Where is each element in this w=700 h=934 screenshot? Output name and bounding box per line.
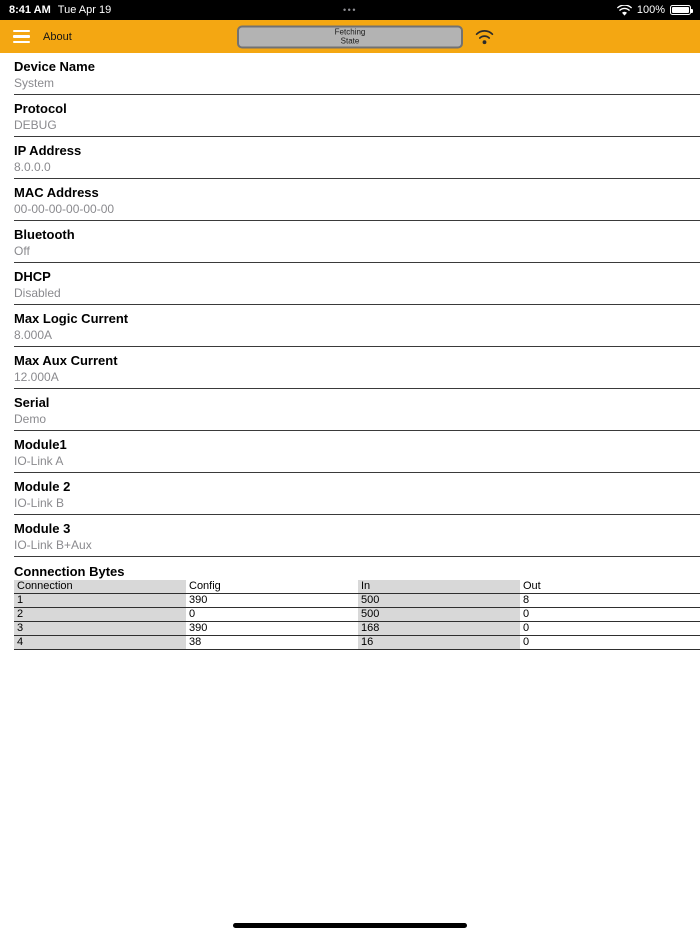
fetching-state-line2: State (340, 36, 360, 46)
cell-connection: 4 (14, 636, 186, 649)
connection-bytes-title: Connection Bytes (14, 564, 125, 579)
field-label: Max Logic Current (14, 311, 129, 326)
field-value: 00-00-00-00-00-00 (14, 202, 115, 216)
field-label: Bluetooth (14, 227, 75, 242)
field-module2 (14, 473, 700, 515)
field-module3 (14, 515, 700, 557)
field-value: 8.000A (14, 328, 53, 342)
cell-config: 38 (189, 636, 202, 648)
date: Tue Apr 19 (57, 4, 112, 16)
col-header-out: Out (523, 580, 541, 592)
col-header-in: In (358, 580, 520, 593)
cell-config: 390 (189, 622, 208, 634)
field-label: MAC Address (14, 185, 99, 200)
field-value: System (14, 76, 55, 90)
field-module1 (14, 431, 700, 473)
field-serial (14, 389, 700, 431)
cell-in: 168 (358, 622, 520, 635)
cell-out: 0 (523, 622, 530, 634)
wifi-icon (617, 5, 632, 16)
wireless-connection-icon[interactable] (473, 29, 496, 45)
field-label: Module1 (14, 437, 67, 452)
field-label: Module 3 (14, 521, 71, 536)
table-row (14, 636, 700, 650)
multitask-dots-icon: ••• (343, 5, 357, 15)
fetching-state-line1: Fetching (334, 27, 366, 37)
col-header-config: Config (189, 580, 221, 592)
field-label: Serial (14, 395, 50, 410)
field-max-logic-current (14, 305, 700, 347)
table-row (14, 608, 700, 622)
cell-connection: 2 (14, 608, 186, 621)
table-row (14, 622, 700, 636)
field-value: Off (14, 244, 30, 258)
battery-icon (670, 5, 691, 15)
col-header-connection: Connection (14, 580, 186, 593)
cell-connection: 1 (14, 594, 186, 607)
field-label: Max Aux Current (14, 353, 118, 368)
cell-out: 8 (523, 594, 530, 606)
field-bluetooth (14, 221, 700, 263)
battery-fill (672, 7, 689, 13)
field-mac-address (14, 179, 700, 221)
clock: 8:41 AM (9, 4, 51, 16)
nav-bar (0, 20, 700, 53)
hamburger-icon (13, 30, 30, 32)
cell-in: 500 (358, 608, 520, 621)
battery-nub (691, 9, 693, 13)
device-info-list (0, 53, 700, 557)
field-protocol (14, 95, 700, 137)
field-label: Protocol (14, 101, 67, 116)
field-value: 8.0.0.0 (14, 160, 51, 174)
field-value: 12.000A (14, 370, 59, 384)
cell-in: 16 (358, 636, 520, 649)
field-value: IO-Link B+Aux (14, 538, 92, 552)
home-indicator[interactable] (233, 923, 467, 928)
table-header-row (14, 580, 700, 594)
cell-config: 0 (189, 608, 196, 620)
field-label: IP Address (14, 143, 82, 158)
field-ip-address (14, 137, 700, 179)
cell-connection: 3 (14, 622, 186, 635)
table-row (14, 594, 700, 608)
status-left (9, 4, 111, 16)
field-label: Device Name (14, 59, 95, 74)
connection-bytes-table (14, 580, 700, 650)
cell-in: 500 (358, 594, 520, 607)
field-value: IO-Link B (14, 496, 65, 510)
field-label: Module 2 (14, 479, 71, 494)
menu-button[interactable] (13, 30, 30, 43)
cell-out: 0 (523, 608, 530, 620)
battery-percent: 100% (636, 4, 665, 16)
fetching-state-button[interactable] (237, 25, 463, 48)
nav-title: About (43, 30, 72, 43)
field-value: Demo (14, 412, 47, 426)
field-value: Disabled (14, 286, 61, 300)
field-device-name (14, 53, 700, 95)
field-label: DHCP (14, 269, 51, 284)
cell-out: 0 (523, 636, 530, 648)
status-bar (0, 0, 700, 20)
cell-config: 390 (189, 594, 208, 606)
field-dhcp (14, 263, 700, 305)
field-value: IO-Link A (14, 454, 64, 468)
status-right (617, 4, 691, 16)
field-value: DEBUG (14, 118, 57, 132)
field-max-aux-current (14, 347, 700, 389)
